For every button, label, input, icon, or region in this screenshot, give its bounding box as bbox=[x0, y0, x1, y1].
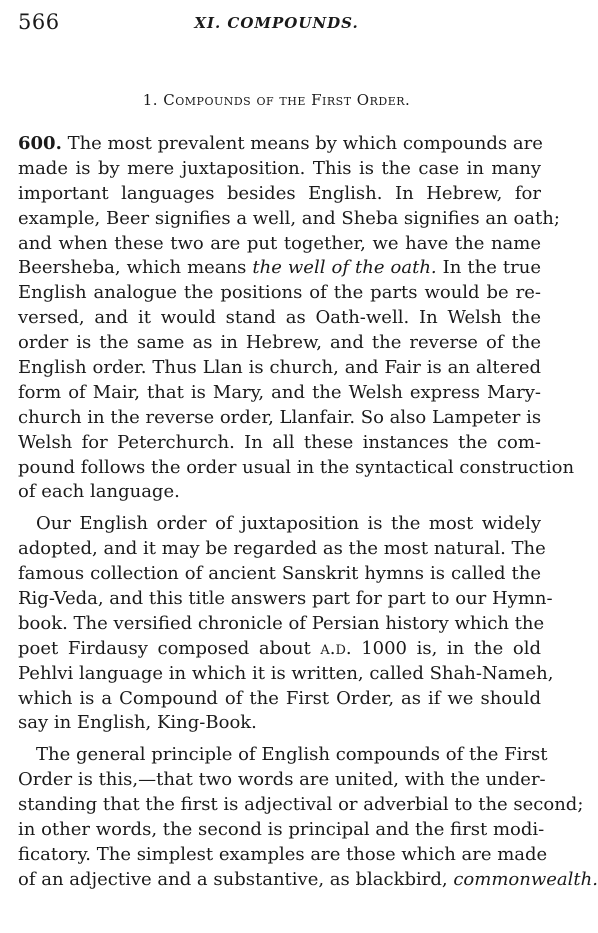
date-small-caps: a.d. 1000 bbox=[320, 637, 408, 659]
text-line: versed, and it would stand as Oath-well. In Welsh the bbox=[18, 307, 541, 329]
text-line: church in the reverse order, Llanfair. So also Lampeter is bbox=[18, 406, 542, 428]
text-line: English order. Thus Llan is church, and Fair is an altered bbox=[18, 357, 541, 379]
text-line: famous collection of ancient Sanskrit hymns is called the bbox=[18, 563, 541, 585]
text-line: Beersheba, which means the well of the oath. In the true bbox=[18, 257, 541, 279]
text-line: Order is this,—that two words are united, with the under- bbox=[18, 769, 546, 791]
text-line: and when these two are put together, we have the name bbox=[18, 232, 541, 254]
text-line: which is a Compound of the First Order, as if we should bbox=[18, 687, 541, 709]
italic-word: commonwealth. bbox=[453, 868, 598, 890]
text-line: example, Beer signifies a well, and Sheba signifies an oath; bbox=[18, 207, 560, 229]
page-number: 566 bbox=[18, 10, 60, 34]
text-line: ficatory. The simplest examples are those which are made bbox=[18, 843, 548, 865]
section-heading: 1. Compounds of the First Order. bbox=[142, 91, 411, 109]
italic-phrase: the well of the oath. bbox=[252, 257, 437, 279]
text-line: 600. The most prevalent means by which compounds are bbox=[18, 133, 543, 154]
text-line: Our English order of juxtaposition is the most widely bbox=[36, 513, 541, 535]
text-line: say in English, King-Book. bbox=[18, 712, 257, 734]
text-line: form of Mair, that is Mary, and the Welsh express Mary- bbox=[18, 381, 541, 403]
text-line: poet Firdausy composed about a.d. 1000 is, in the old bbox=[18, 637, 541, 659]
text-line: important languages besides English. In Hebrew, for bbox=[18, 182, 541, 204]
body-text bbox=[18, 132, 598, 893]
running-head: XI. COMPOUNDS. bbox=[194, 14, 359, 32]
paragraph-juxtaposition bbox=[18, 512, 554, 736]
paragraph-general-principle bbox=[18, 743, 598, 892]
text-line: in other words, the second is principal and the first modi- bbox=[18, 819, 545, 841]
page-header bbox=[18, 10, 535, 40]
text-line: Rig-Veda, and this title answers part for part to our Hymn- bbox=[18, 588, 553, 610]
text-line: Welsh for Peterchurch. In all these instances the com- bbox=[18, 431, 541, 453]
text-line: English analogue the positions of the parts would be re- bbox=[18, 282, 541, 304]
text-line: pound follows the order usual in the syntactical construction bbox=[18, 456, 575, 478]
text-line: Pehlvi language in which it is written, called Shah-Nameh, bbox=[18, 662, 554, 684]
text-line: of each language. bbox=[18, 481, 180, 503]
text-line: order is the same as in Hebrew, and the reverse of the bbox=[18, 332, 541, 354]
text-line: made is by mere juxtaposition. This is the case in many bbox=[18, 157, 541, 179]
paragraph-number: 600. bbox=[18, 133, 62, 154]
text-line: adopted, and it may be regarded as the most natural. The bbox=[18, 538, 546, 560]
paragraph-600 bbox=[18, 132, 575, 505]
text-line: standing that the first is adjectival or adverbial to the second; bbox=[18, 794, 584, 816]
text-line: of an adjective and a substantive, as blackbird, commonwealth. bbox=[18, 868, 598, 890]
text-line: book. The versified chronicle of Persian history which the bbox=[18, 612, 545, 634]
text-line: The general principle of English compounds of the First bbox=[36, 744, 548, 766]
